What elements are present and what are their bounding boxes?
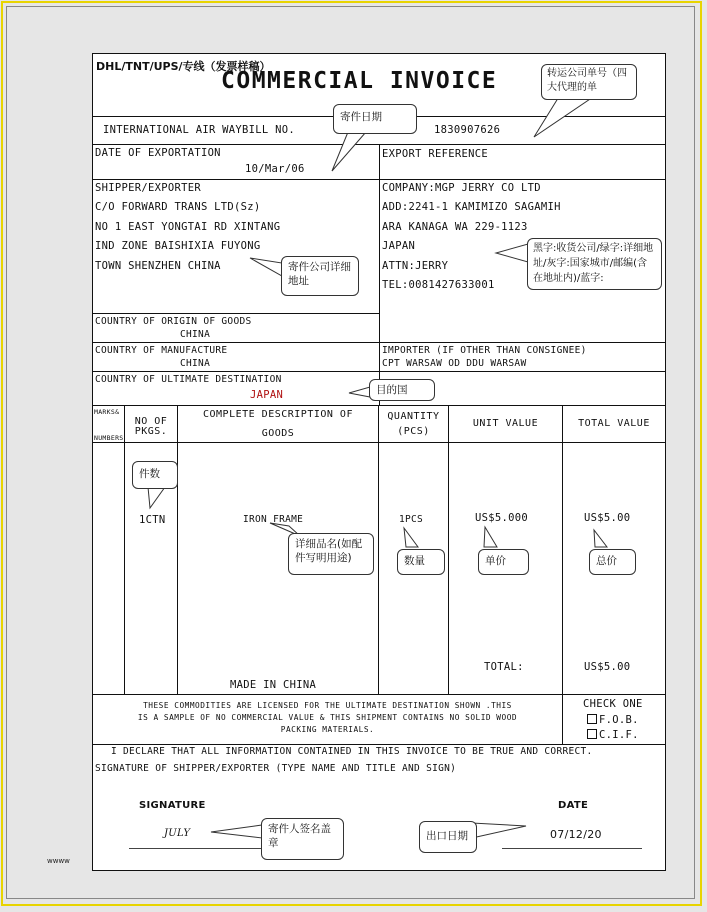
pointer-pieces — [148, 487, 165, 508]
export-reference-label: EXPORT REFERENCE — [382, 148, 488, 160]
awb-label: INTERNATIONAL AIR WAYBILL NO. — [103, 124, 296, 136]
callout-exit-date: 出口日期 — [419, 821, 477, 853]
row-description: IRON FRAME — [243, 514, 304, 525]
declaration-line: I DECLARE THAT ALL INFORMATION CONTAINED IN THIS INVOICE TO BE TRUE AND CORRECT. — [111, 746, 593, 757]
shipper-line: C/O FORWARD TRANS LTD(Sz) — [95, 201, 261, 213]
pointer-agent — [534, 95, 596, 137]
fob-label: F.O.B. — [599, 714, 639, 726]
quantity-header-2: (PCS) — [397, 426, 430, 437]
callout-consignee: 黑字:收货公司/绿字:详细地址/灰字:国家城市/邮编(含在地址内)/蓝字: — [527, 238, 662, 290]
unit-value-header: UNIT VALUE — [472, 418, 539, 429]
row-unit-value: US$5.000 — [475, 512, 528, 524]
description-header-2: GOODS — [261, 428, 295, 439]
pointer-shipper — [250, 258, 282, 276]
consignee-line: ATTN:JERRY — [382, 260, 449, 272]
export-date-label: DATE OF EXPORTATION — [95, 147, 221, 159]
consignee-line: ARA KANAGA WA 229-1123 — [382, 221, 528, 233]
pointer-ship-date — [332, 132, 366, 171]
manufacture-label: COUNTRY OF MANUFACTURE — [95, 345, 228, 356]
notice-line: THESE COMMODITIES ARE LICENSED FOR THE ULTIMATE DESTINATION SHOWN .THIS — [143, 701, 512, 710]
consignee-line: ADD:2241-1 KAMIMIZO SAGAMIH — [382, 201, 561, 213]
row-quantity: 1PCS — [399, 514, 424, 525]
total-label: TOTAL: — [484, 661, 524, 673]
watermark-text: wwww — [47, 857, 70, 865]
pointer-consignee — [496, 244, 528, 262]
quantity-header-1: QUANTITY — [387, 411, 440, 422]
callout-shipper-address: 寄件公司详细地址 — [281, 256, 359, 296]
declaration-line: SIGNATURE OF SHIPPER/EXPORTER (TYPE NAME AND TITLE AND SIGN) — [95, 763, 457, 774]
date-label: DATE — [558, 800, 589, 811]
destination-value: JAPAN — [250, 389, 284, 401]
signature-value: JULY — [164, 828, 191, 839]
callout-agent: 转运公司单号（四大代理的单 — [541, 64, 637, 100]
pkgs-header-1: NO OF — [134, 416, 168, 427]
importer-label: IMPORTER (IF OTHER THAN CONSIGNEE) — [382, 345, 587, 356]
notice-line: IS A SAMPLE OF NO COMMERCIAL VALUE & THIS SHIPMENT CONTAINS NO SOLID WOOD — [137, 713, 518, 722]
callout-product: 详细品名(如配件写明用途) — [288, 533, 374, 575]
origin-label: COUNTRY OF ORIGIN OF GOODS — [95, 316, 252, 327]
consignee-line: JAPAN — [382, 240, 416, 252]
invoice-title: COMMERCIAL INVOICE — [221, 68, 498, 94]
importer-value: CPT WARSAW OD DDU WARSAW — [382, 358, 527, 369]
pointer-total-price — [594, 530, 607, 547]
pointer-unit-price — [484, 527, 497, 547]
signature-label: SIGNATURE — [139, 800, 206, 811]
manufacture-value: CHINA — [180, 358, 211, 369]
total-value-header: TOTAL VALUE — [578, 418, 650, 429]
callout-destination: 目的国 — [369, 379, 435, 401]
destination-label: COUNTRY OF ULTIMATE DESTINATION — [95, 374, 282, 385]
consignee-line: TEL:0081427633001 — [382, 279, 495, 291]
row-pkgs: 1CTN — [139, 514, 166, 526]
cif-label: C.I.F. — [599, 729, 639, 741]
pkgs-header-2: PKGS. — [134, 426, 168, 437]
callout-sign-name: 寄件人签名盖章 — [261, 818, 344, 860]
callout-pieces: 件数 — [132, 461, 178, 489]
callout-qty: 数量 — [397, 549, 445, 575]
pointer-destination — [349, 387, 370, 397]
pointer-sign — [211, 825, 262, 838]
shipper-line: NO 1 EAST YONGTAI RD XINTANG — [95, 221, 281, 233]
export-date-value: 10/Mar/06 — [245, 163, 305, 175]
carriers-label: DHL/TNT/UPS/专线（发票样稿） — [96, 60, 271, 73]
callout-ship-date: 寄件日期 — [333, 104, 417, 134]
pointer-qty — [404, 528, 418, 547]
marks-header: MARKS& — [94, 408, 120, 416]
shipper-line: TOWN SHENZHEN CHINA — [95, 260, 221, 272]
awb-number: 1830907626 — [434, 124, 501, 136]
notice-line: PACKING MATERIALS. — [280, 725, 375, 734]
made-in-label: MADE IN CHINA — [230, 679, 317, 691]
total-amount: US$5.00 — [584, 661, 631, 673]
callout-total-price: 总价 — [589, 549, 636, 575]
pointer-exit-date — [472, 823, 526, 838]
row-total-value: US$5.00 — [584, 512, 631, 524]
terms-label: CHECK ONE — [583, 698, 643, 710]
callout-unit-price: 单价 — [478, 549, 529, 575]
shipper-label: SHIPPER/EXPORTER — [95, 182, 201, 194]
shipper-line: IND ZONE BAISHIXIA FUYONG — [95, 240, 261, 252]
numbers-header: NUMBERS — [94, 434, 124, 442]
signature-date: 07/12/20 — [550, 828, 602, 841]
description-header-1: COMPLETE DESCRIPTION OF — [203, 409, 353, 420]
origin-value: CHINA — [180, 329, 211, 340]
consignee-line: COMPANY:MGP JERRY CO LTD — [382, 182, 541, 194]
